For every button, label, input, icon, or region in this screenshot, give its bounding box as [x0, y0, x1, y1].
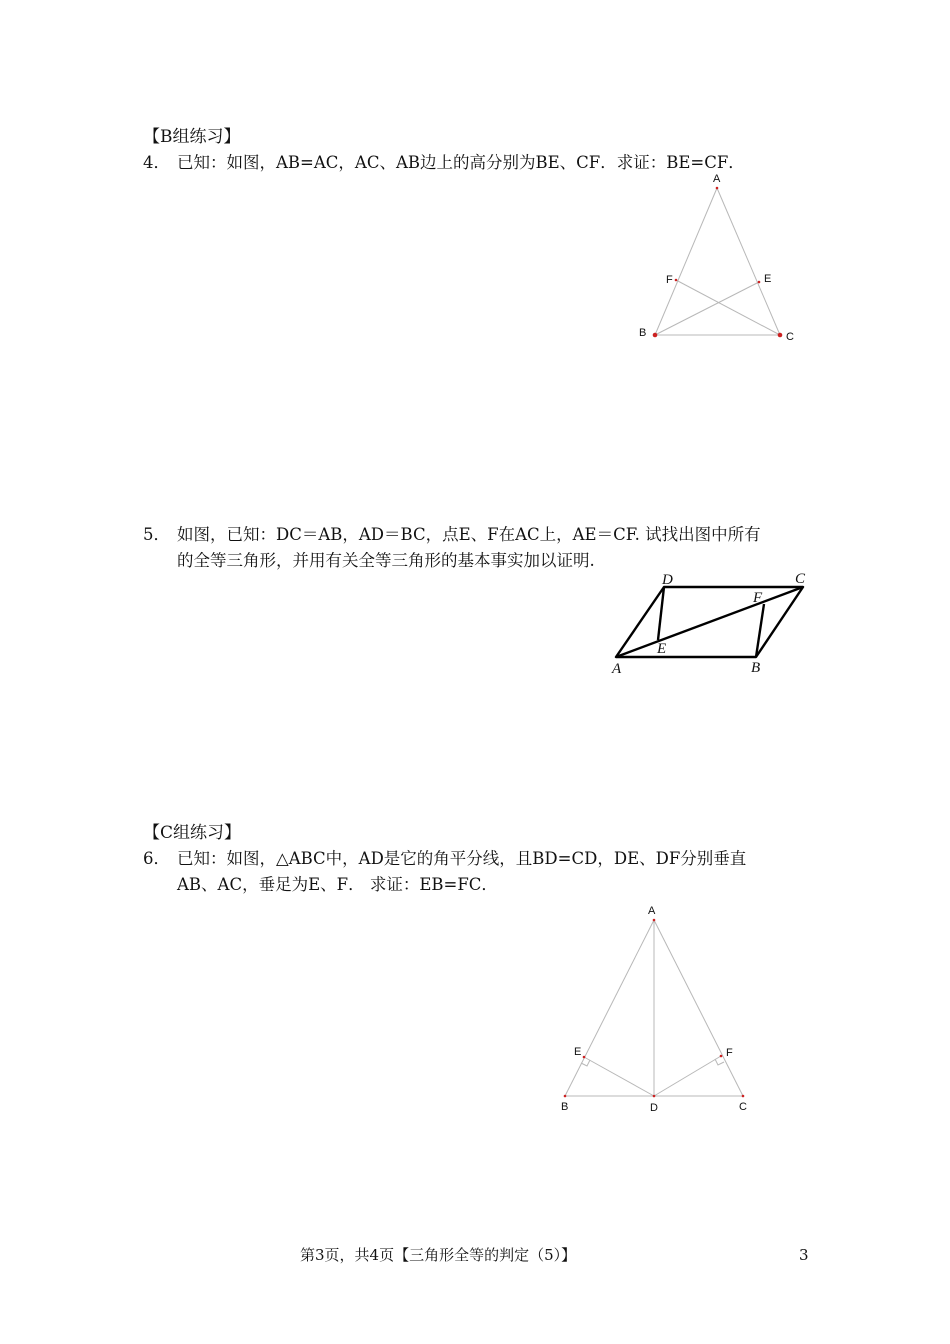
label-a: A: [648, 905, 656, 917]
problem-4-figure: [620, 160, 820, 355]
footer-text: 第3页，共4页【三角形全等的判定（5）】: [300, 1246, 577, 1264]
point-e: [583, 1056, 586, 1059]
label-d: D: [650, 1102, 658, 1114]
page-number: 3: [799, 1246, 809, 1264]
section-c-heading: 【C组练习】: [143, 823, 242, 843]
label-b: B: [639, 327, 647, 339]
label-d: D: [662, 572, 673, 588]
label-c: C: [795, 571, 806, 587]
label-b: B: [561, 1101, 569, 1113]
problem-4-number: 4．: [143, 153, 170, 172]
point-e: [758, 281, 761, 284]
point-b: [653, 333, 658, 338]
point-b: [564, 1095, 567, 1098]
point-d: [653, 1095, 656, 1098]
point-f: [675, 279, 678, 282]
label-e: E: [764, 273, 772, 285]
point-c: [742, 1095, 745, 1098]
problem-5-line1: 如图，已知：DC＝AB，AD＝BC，点E、F在AC上，AE＝CF. 试找出图中所有: [177, 525, 761, 544]
problem-4-text: 已知：如图，AB=AC，AC、AB边上的高分别为BE、CF．求证：BE=CF．: [177, 153, 745, 172]
problem-6-number: 6．: [143, 849, 170, 868]
label-f: F: [753, 590, 763, 606]
problem-5-number: 5．: [143, 525, 170, 544]
label-a: A: [612, 661, 622, 677]
problem-6: [143, 846, 746, 898]
label-e: E: [574, 1046, 582, 1058]
problem-5: [143, 522, 761, 574]
label-f: F: [726, 1047, 733, 1059]
label-f: F: [666, 274, 673, 286]
section-b-heading: 【B组练习】: [143, 127, 241, 147]
problem-5-line2: 的全等三角形，并用有关全等三角形的基本事实加以证明.: [177, 551, 595, 570]
label-c: C: [739, 1101, 747, 1113]
problem-5-figure: [606, 570, 811, 680]
problem-6-line1: 已知：如图，△ABC中，AD是它的角平分线，且BD=CD，DE、DF分别垂直: [177, 849, 747, 868]
label-a: A: [713, 173, 721, 185]
point-f: [720, 1055, 723, 1058]
point-c: [778, 333, 783, 338]
problem-6-figure: [555, 895, 765, 1125]
label-e: E: [657, 641, 667, 657]
label-b: B: [751, 660, 761, 676]
label-c: C: [786, 331, 794, 343]
point-a: [716, 187, 719, 190]
problem-6-line2: AB、AC，垂足为E、F． 求证：EB=FC．: [177, 875, 498, 894]
point-a: [653, 919, 656, 922]
